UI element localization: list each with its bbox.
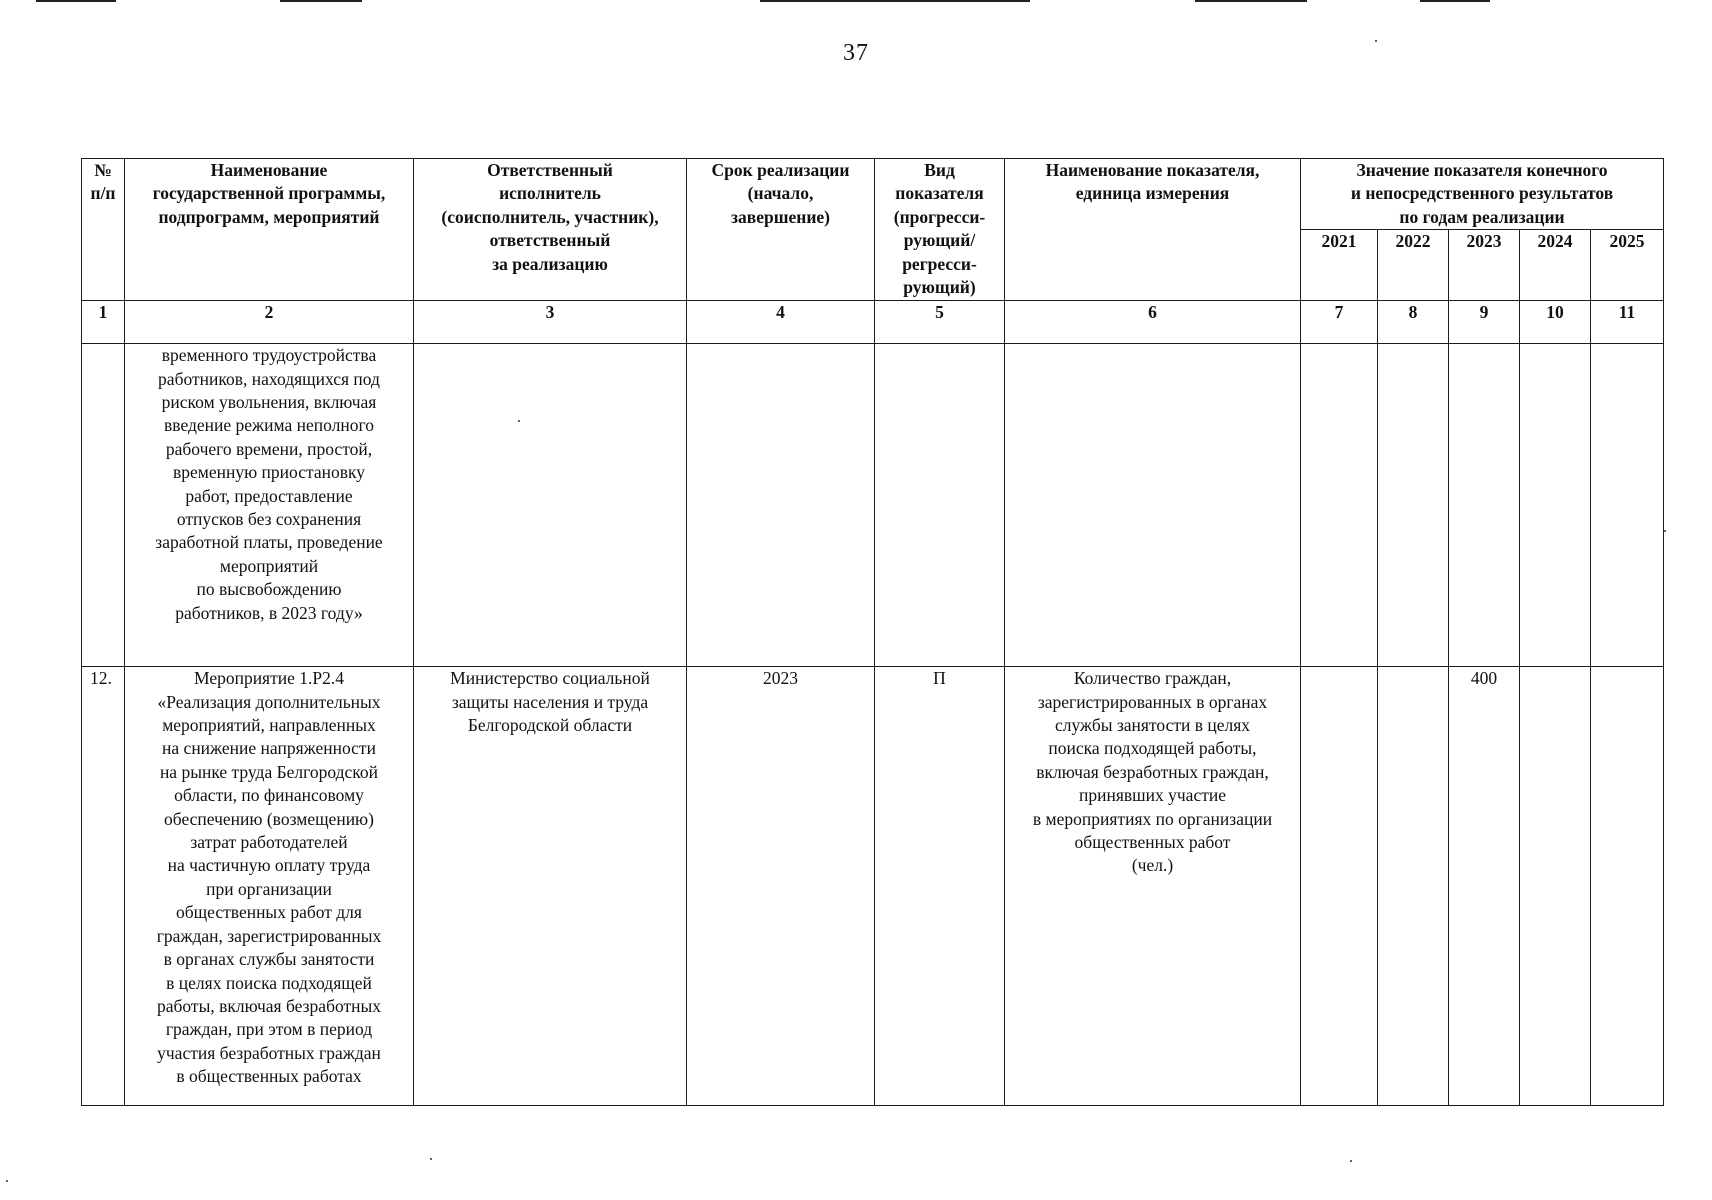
scan-speck [518,420,520,422]
scan-edge-line [760,0,1030,2]
scan-edge-line [1420,0,1490,2]
column-number: 1 [82,301,125,344]
header-indicator-name: Наименование показателя, единица измерения [1005,159,1301,301]
header-term: Срок реализации (начало, завершение) [687,159,875,301]
indicator-name-cell [1005,344,1301,667]
term-cell [687,344,875,667]
page-number: 37 [843,40,869,66]
value-cell [1591,667,1664,1106]
program-table [81,158,1664,1106]
term-cell: 2023 [687,667,875,1106]
column-number: 3 [414,301,687,344]
header-row [82,159,1664,230]
value-cell [1378,667,1449,1106]
header-program-name: Наименование государственной программы, подпрограмм, мероприятий [125,159,414,301]
scan-speck [1350,1160,1352,1162]
header-indicator-type: Вид показателя (прогресси- рующий/ регресси- рующий) [875,159,1005,301]
column-number: 9 [1449,301,1520,344]
indicator-type-cell: П [875,667,1005,1106]
scan-speck [1664,530,1666,532]
scan-edge-line [280,0,362,2]
value-cell [1591,344,1664,667]
executor-cell [414,344,687,667]
column-number: 11 [1591,301,1664,344]
scan-speck [1375,40,1377,42]
column-numbers-row [82,301,1664,344]
table-row [82,667,1664,1106]
column-number: 8 [1378,301,1449,344]
indicator-type-cell [875,344,1005,667]
column-number: 5 [875,301,1005,344]
value-cell [1520,344,1591,667]
value-cell [1301,667,1378,1106]
header-year: 2024 [1520,230,1591,301]
column-number: 4 [687,301,875,344]
executor-cell: Министерство социальной защиты населения и труда Белгородской области [414,667,687,1106]
column-number: 10 [1520,301,1591,344]
column-number: 6 [1005,301,1301,344]
value-cell [1378,344,1449,667]
column-number: 2 [125,301,414,344]
value-cell [1520,667,1591,1106]
scan-edge-line [36,0,116,2]
table-row [82,344,1664,667]
header-number: № п/п [82,159,125,301]
scan-speck [430,1158,432,1160]
header-year: 2025 [1591,230,1664,301]
row-number-cell [82,344,125,667]
row-number-cell: 12. [82,667,125,1106]
column-number: 7 [1301,301,1378,344]
value-cell [1449,344,1520,667]
indicator-name-cell: Количество граждан, зарегистрированных в органах службы занятости в целях поиска подходящей работы, включая безработных граждан, принявших участие в мероприятиях по организации общественных работ (чел.) [1005,667,1301,1106]
value-cell: 400 [1449,667,1520,1106]
program-name-cell: Мероприятие 1.Р2.4 «Реализация дополнительных мероприятий, направленных на снижение напряженности на рынке труда Белгородской области, по финансовому обеспечению (возмещению) затрат работодателей на частичную оплату труда при организации общественных работ для граждан, зарегистрированных в органах службы занятости в целях поиска подходящей работы, включая безработных граждан, при этом в период участия безработных граждан в общественных работах [125,667,414,1106]
scan-speck [6,1180,8,1182]
program-name-cell: временного трудоустройства работников, находящихся под риском увольнения, включая введение режима неполного рабочего времени, простой, временную приостановку работ, предоставление отпусков без сохранения заработной платы, проведение мероприятий по высвобождению работников, в 2023 году» [125,344,414,667]
header-executor: Ответственный исполнитель (соисполнитель, участник), ответственный за реализацию [414,159,687,301]
header-year: 2023 [1449,230,1520,301]
header-year: 2022 [1378,230,1449,301]
header-year: 2021 [1301,230,1378,301]
value-cell [1301,344,1378,667]
scan-edge-line [1195,0,1307,2]
header-values: Значение показателя конечного и непосредственного результатов по годам реализации [1301,159,1664,230]
